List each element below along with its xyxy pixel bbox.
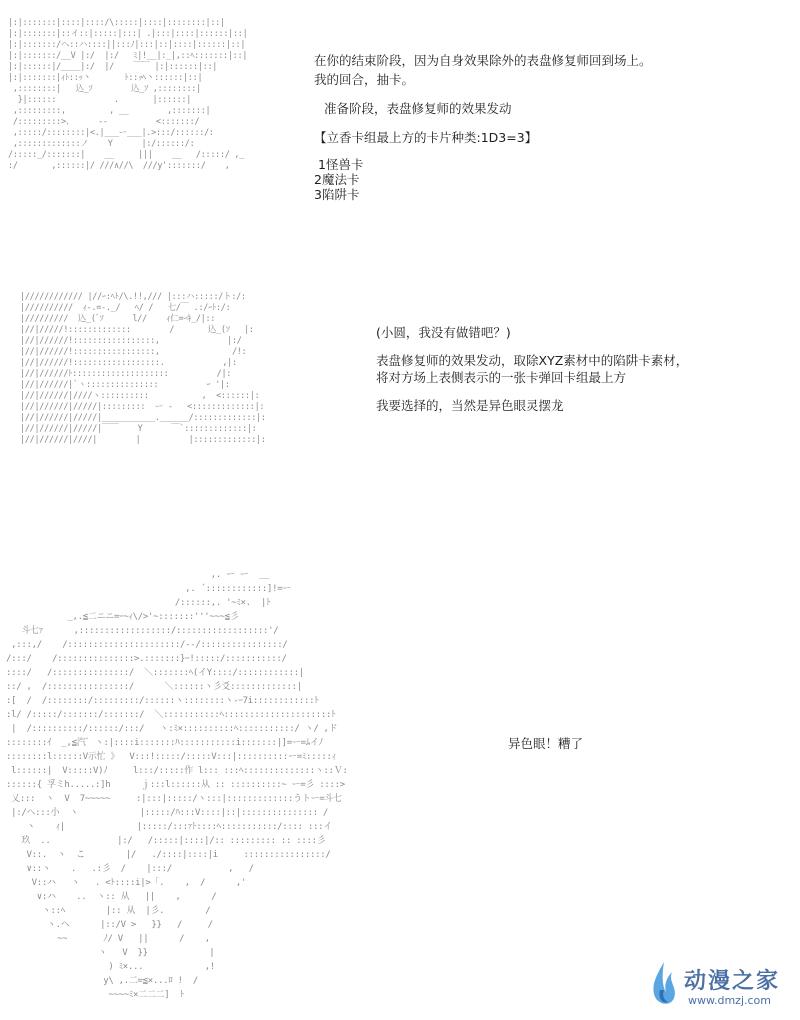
site-watermark <box>648 958 798 1014</box>
ascii-art-character-2: |//////////// |//ｰ:ﾍﾄ/\.!!,/// |:::ハ:::::/ト:/: |////////// ｨ-.=-._/ ﾍ/ / 七/￣ .:/ｰﾄ:/: |///////// 込_(ﾞｿ l// ｨ仁=ｰｷ_/|:: |//|/////!::::::::::::: / 込_(ｿ |: |//|//////!:::::::::::::::::, |:/ |//|//////!:::::::::::::::::, /!: |//|//////!::::::::::::::::::. ,|: |//|//////ﾄ:::::::::::::::::::: /|: |//|//////|`ヽ::::::::::::::: ｰ '|: |//|//////|////ヽ:::::::::: , <::::::|: |//|//////|/////|::::::::: ー ‐ <:::::::::::::|: |//|//////|/////|___________.______/:::::::::::::|: |//|//////|/////|￣￣ Y ￣`:::::::::::::|: |//|//////|////| | |:::::::::::::|: <box>20 292 266 445</box>
dialogue-line: (小圆，我没有做错吧？) <box>376 325 511 340</box>
dialogue-line: 2魔法卡 <box>314 172 360 187</box>
dialogue-line: 【立香卡组最上方的卡片种类:1D3=3】 <box>314 130 538 145</box>
dialogue-line: 表盘修复师的效果发动，取除XYZ素材中的陷阱卡素材， <box>376 353 689 368</box>
dialogue-line: 在你的结束阶段，因为自身效果除外的表盘修复师回到场上。 <box>314 53 652 68</box>
dialogue-block-3 <box>508 734 583 753</box>
watermark-url: www.dmzj.com <box>688 994 771 1007</box>
dialogue-line: 我要选择的，当然是异色眼灵摆龙 <box>376 398 564 413</box>
dialogue-block-2 <box>376 323 688 415</box>
dialogue-line: 准备阶段，表盘修复师的效果发动 <box>324 101 512 116</box>
dialogue-line: 1怪兽卡 <box>318 157 364 172</box>
watermark-name: 动漫之家 <box>684 969 781 994</box>
dialogue-line: 将对方场上表侧表示的一张卡弹回卡组最上方 <box>376 370 627 385</box>
dialogue-line: 异色眼！糟了 <box>508 736 584 751</box>
dialogue-line: 3陷阱卡 <box>314 187 360 202</box>
ascii-art-character-3: ,. ー ー __ ,. ´::::::::::::]!=ー /::::::,. '~ﾐ×. |ﾄ _,.≦二ニニ=ｰ~ｨ\/>'~:::::::'''~~~≦彡 斗七ｧ ,::::::::::::::::::/::::::::::::::::::'/ ,:::,/ /::::::::::::::::::::::/--/::::::::::::::::/ /:::/ /:::::::::::::::>.:::::::}ｰ!:::::/:::::::::::/ ::::/ /:::::::::::::::/ ＼:::::::ﾍ(イY::::/::::::::::::| ::/ , /::::::::::::::::/ ＼::::::ヽ彡爻:::::::::::::| :[ / /::::::::/:::::::::/::::::ヽ::::::::ヽ-ｰ7i::::::::::::ﾄ :l/ /:::::/:::::::/:::::::/ ＼:::::::::::ﾍ:::::::::::::::::::::ﾄ | /::::::::::/::::::/:::/ ヽ:ﾐ×::::::::::ﾍ:::::::::::/ ヽ/ ,ド ::::::::ｲ _,≦汽ﾞ ヽ:|::::i:::::::ﾊ:::::::::::i:::::::|]=ー=ﾑイﾉ ::::::::l::::::V示忙 》 V:::!:::::/:::::V:::|::::::::::ー=ﾐ:::::ｨ l::::::| V:::::V)ﾉ l:::/:::::作 l::: :::ﾍ::::::::::::::ヽ::Ｖ: ::::::{ 孚ミh.....:]h ｊ:::l::::::从 :: ::::::::::~ ー=彡 ::::> 乂::: ヽ V 7~~~~~ :|:::|:::::/ヽ:::|:::::::::::::うトー=斗七 |:/ヘ:::小 ヽ |:::::/ﾊ:::V::::|::|::::::::::::::: / ヽ ｨ| |:::::/:::ｧﾄ::::ﾍ:::::::::::/:::: :::イ 玖 .. |:/ /:::::|::::|/:: ::::::::: :: ::::彡 V::. ヽ こ |/ ./::::|::::|i ::::::::::::::::/ ∨::ヽ . .:彡 / |:::/ , / V::ハ ヽ . <ﾄ::::i|>「. , / ,' ∨:ハ .. ヽ:: 从 || , / ヽ::ﾍ |:: 从 |彡. / ヽ.ヘ |::/V > }} / / ~~ ﾉ/ V || / , ヽ V }} | ) ﾐ×... ,! y\ ,.二=≦×...ﾛ ! / ~~~~ﾐ×二二二] ﾄ <box>6 570 348 1000</box>
flame-logo-icon <box>648 960 680 1012</box>
ascii-art-character-1: |:|:::::::|::::|::::/\:::::|::::|::::::::|::| |:|:::::::|::イ::|:::::|:::| .|:::|::::|::::::|::| |:|:::::::/ヘ::ハ::::||:::ﾉ|:::|::|::::|::::::|::| |:|:::::::/__V |:/ |:/ ﾐ|!__|:_|,::ﾍ:::::::|::| |:|::::::|/____|:/ |/ ￣￣ |:|::::::|::| |:|:::::::|ｨﾄ::ｯ丶 ﾄ::ｯﾍ丶::::::|::| ,::::::::| 込_ｿ 込_ｿ ,::::::::| }|:::::: . |::::::| ,:::::::::, , __ ,:::::::| /:::::::::>、 -- <:::::::/ ,:::::/::::::::|<.|___ー___|.>:::/::::::/: ,:::::::::::::ノ Y |:/::::::/: /:::::_/:::::::| __ ||| __ /:::::/ ,_ :/ ,::::::|/ ///∧//\ ///y':::::::/ , <box>8 18 248 171</box>
dialogue-line: 我的回合，抽卡。 <box>314 72 415 87</box>
dialogue-block-1 <box>314 51 652 202</box>
